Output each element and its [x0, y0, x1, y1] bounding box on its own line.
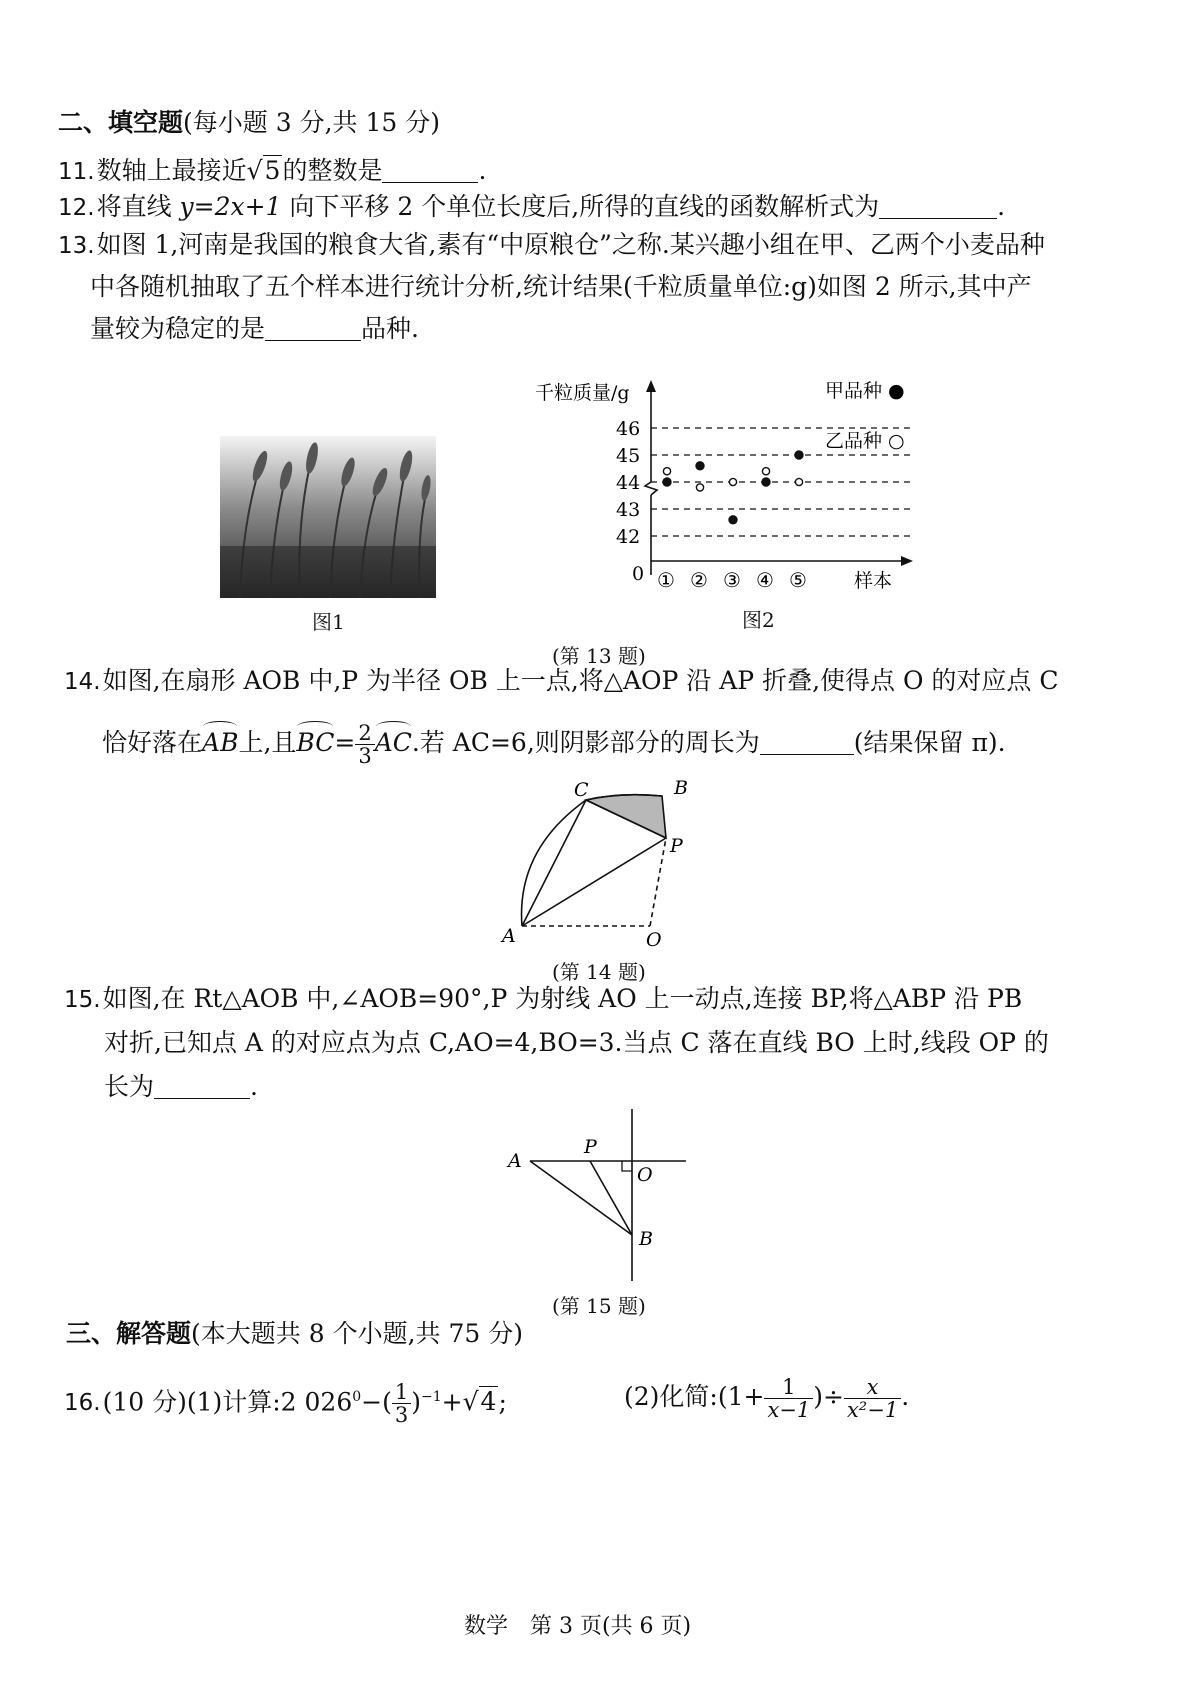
- question-number: 11.: [58, 159, 95, 185]
- right-angle-mark: [622, 1161, 632, 1171]
- label-c: C: [574, 780, 589, 801]
- x-tick-label: ⑤: [789, 568, 807, 592]
- exponent: 0: [352, 1389, 362, 1405]
- figure-2-caption: 图2: [742, 608, 775, 632]
- question-text: 长为: [104, 1072, 155, 1101]
- answer-blank[interactable]: [154, 1072, 250, 1099]
- answer-blank[interactable]: [265, 314, 361, 341]
- section-2-note: (每小题 3 分,共 15 分): [183, 108, 440, 137]
- section-3-title: 三、解答题: [66, 1319, 192, 1348]
- question-text: 如图,在扇形 AOB 中,P 为半径 OB 上一点,将△AOP 沿 AP 折叠,使得点 O 的对应点 C: [102, 666, 1059, 695]
- x-tick-label: ①: [657, 568, 675, 592]
- arc-bc: BC: [296, 726, 334, 760]
- question-text: 对折,已知点 A 的对应点为点 C,AO=4,BO=3.当点 C 落在直线 BO 上时,线段 OP 的: [104, 1028, 1049, 1057]
- figure-14-sector: [500, 780, 700, 950]
- question-number: 14.: [64, 669, 101, 695]
- question-text: (结果保留 π).: [853, 728, 1006, 757]
- label-b: B: [639, 1228, 653, 1250]
- question-13-caption: (第 13 题): [552, 644, 646, 668]
- data-point-yi: [762, 468, 769, 475]
- label-a: A: [502, 925, 516, 947]
- data-point-jia: [795, 451, 803, 459]
- radicand: 4: [480, 1387, 497, 1417]
- numerator: 1: [764, 1376, 813, 1399]
- data-point-jia: [663, 478, 671, 486]
- question-13-line-2: [90, 270, 1032, 304]
- data-point-jia: [729, 516, 737, 524]
- question-number: 15.: [64, 987, 101, 1013]
- question-13-line-1: [58, 228, 1045, 263]
- question-15-line-1: [64, 982, 1022, 1017]
- axis-break: [645, 482, 657, 495]
- question-15-caption: (第 15 题): [552, 1294, 646, 1318]
- exponent: −1: [421, 1389, 442, 1405]
- origin-label: 0: [632, 563, 645, 585]
- question-text: 向下平移 2 个单位长度后,所得的直线的函数解析式为: [281, 192, 880, 221]
- question-number: 12.: [58, 195, 95, 221]
- y-axis-label: 千粒质量/g: [535, 382, 630, 404]
- data-point-yi: [663, 468, 670, 475]
- sqrt-expression: √4: [462, 1387, 497, 1417]
- wheat-photo: [220, 436, 436, 598]
- radicand: 5: [264, 156, 281, 185]
- y-tick-label: 46: [616, 418, 641, 440]
- label-b: B: [674, 780, 688, 799]
- question-text: 上,且: [238, 728, 297, 757]
- math-symbol: )÷: [813, 1382, 844, 1411]
- arc-ab: AB: [202, 726, 238, 760]
- y-tick-label: 44: [616, 472, 641, 494]
- punctuation: ;: [498, 1387, 507, 1417]
- segment-pb: [590, 1161, 632, 1235]
- math-expression: y=2x+1: [179, 192, 282, 221]
- arc-ac: AC: [375, 726, 412, 760]
- question-text: 如图,在 Rt△AOB 中,∠AOB=90°,P 为射线 AO 上一动点,连接 BP,将△ABP 沿 PB: [102, 984, 1023, 1013]
- math-symbol: ): [411, 1387, 422, 1417]
- question-text: 品种.: [361, 314, 419, 343]
- denominator: 3: [394, 1403, 409, 1428]
- data-point-yi: [729, 478, 736, 485]
- section-3-note: (本大题共 8 个小题,共 75 分): [191, 1319, 523, 1348]
- legend-entry: 甲品种 ●: [825, 380, 905, 402]
- label-p: P: [670, 835, 683, 857]
- question-11: [58, 154, 486, 189]
- question-text: 中各随机抽取了五个样本进行统计分析,统计结果(千粒质量单位:g)如图 2 所示,其中产: [90, 272, 1032, 301]
- answer-blank[interactable]: [879, 192, 997, 219]
- segment-op: [650, 838, 666, 926]
- y-tick-label: 45: [616, 445, 641, 467]
- numerator: x: [844, 1376, 901, 1399]
- question-16: [64, 1372, 507, 1428]
- question-15-line-3: [104, 1070, 258, 1104]
- figure-1-caption: 图1: [312, 610, 345, 634]
- y-tick-label: 42: [616, 526, 641, 548]
- denominator: x²−1: [846, 1398, 899, 1422]
- question-15-line-2: [104, 1026, 1049, 1060]
- section-2-title: 二、填空题: [58, 108, 184, 137]
- punctuation: .: [997, 192, 1006, 221]
- y-tick-label: 43: [616, 499, 641, 521]
- figure-15-triangle: [500, 1105, 700, 1285]
- segment-ab: [530, 1161, 632, 1235]
- question-text: 的整数是: [282, 156, 383, 185]
- answer-blank[interactable]: [760, 728, 854, 755]
- question-13-line-3: [90, 312, 419, 346]
- question-text: (2)化简:(1+: [624, 1382, 765, 1411]
- legend-entry: 乙品种 ○: [825, 430, 905, 452]
- data-point-jia: [762, 478, 770, 486]
- x-axis-arrow: [901, 556, 913, 566]
- fraction-one-over-x-minus-1: [764, 1376, 813, 1421]
- question-12: [58, 190, 1005, 225]
- x-tick-label: ③: [723, 568, 741, 592]
- numerator: 2: [355, 722, 374, 745]
- label-p: P: [584, 1136, 597, 1158]
- question-number: 13.: [58, 233, 95, 259]
- question-16-part-2: [624, 1372, 909, 1424]
- page-footer: 数学 第 3 页(共 6 页): [464, 1614, 692, 1639]
- label-o: O: [646, 929, 662, 950]
- x-tick-label: ②: [690, 568, 708, 592]
- equals-sign: =: [334, 728, 356, 757]
- y-axis-arrow: [646, 380, 656, 392]
- fraction-two-thirds: [355, 722, 374, 767]
- fraction-x-over-x2-minus-1: [844, 1376, 901, 1421]
- question-14-line-2: [102, 722, 1006, 767]
- question-14-caption: (第 14 题): [552, 960, 646, 984]
- math-symbol: −(: [361, 1387, 392, 1417]
- data-point-yi: [696, 484, 703, 491]
- question-text: 恰好落在: [102, 728, 203, 757]
- punctuation: .: [901, 1382, 910, 1411]
- fraction-one-third: [392, 1381, 411, 1426]
- section-3-header: [66, 1317, 523, 1351]
- data-point-jia: [696, 462, 704, 470]
- data-point-yi: [795, 478, 802, 485]
- denominator: x−1: [767, 1398, 811, 1422]
- figure-2-chart: [520, 380, 980, 600]
- question-text: .若 AC=6,则阴影部分的周长为: [411, 728, 760, 757]
- math-symbol: +: [441, 1387, 463, 1417]
- answer-blank[interactable]: [382, 156, 478, 183]
- question-text: 数轴上最接近: [96, 156, 247, 185]
- punctuation: .: [250, 1072, 258, 1101]
- question-14-line-1: [64, 664, 1059, 699]
- question-text: 将直线: [96, 192, 180, 221]
- punctuation: .: [478, 156, 487, 185]
- section-2-header: [58, 106, 440, 140]
- sqrt-expression: √5: [246, 156, 281, 185]
- question-text: 如图 1,河南是我国的粮食大省,素有“中原粮仓”之称.某兴趣小组在甲、乙两个小麦品种: [96, 230, 1045, 259]
- question-number: 16.: [64, 1390, 101, 1417]
- question-text: (10 分)(1)计算:2 026: [102, 1387, 353, 1417]
- x-axis-label: 样本: [854, 570, 893, 592]
- x-tick-label: ④: [756, 568, 774, 592]
- numerator: 1: [392, 1381, 411, 1404]
- label-a: A: [508, 1150, 522, 1172]
- question-text: 量较为稳定的是: [90, 314, 266, 343]
- denominator: 3: [358, 744, 372, 768]
- label-o: O: [637, 1164, 653, 1186]
